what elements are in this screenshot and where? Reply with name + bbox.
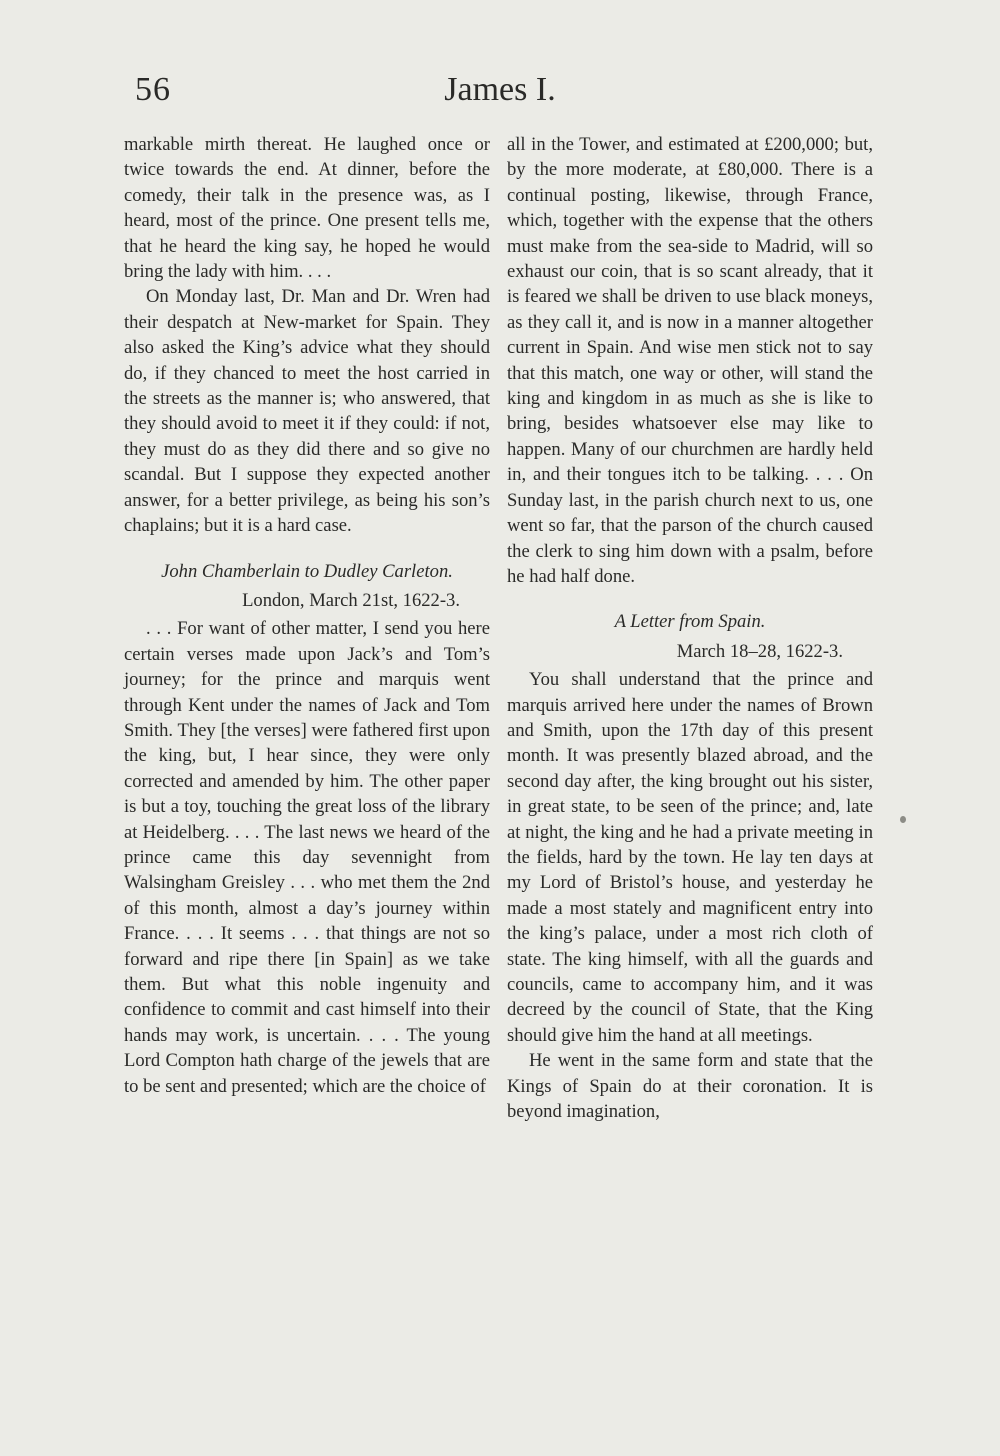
left-column: [124, 132, 490, 1099]
paragraph: all in the Tower, and estimated at £200,000; but, by the more moderate, at £80,000. There is a continual posting, likewise, through France, which, together with the expense that the others must make from the sea-side to Madrid, will so exhaust our coin, that is so scant already, that it is feared we shall be driven to use black moneys, as they call it, and is now in a manner altogether current in Spain. And wise men stick not to say that this match, one way or other, will stand the king and kingdom in as much as she is like to bring, besides whatsoever else may like to happen. Many of our churchmen are hardly held in, and their tongues itch to be talking. . . . On Sunday last, in the parish church next to us, one went so far, that the parson of the church caused the clerk to sing him down with a psalm, before he had half done.: [507, 134, 873, 587]
right-column: [507, 132, 873, 1124]
page-number: 56: [135, 71, 171, 108]
letter-dateline: London, March 21st, 1622-3.: [242, 589, 460, 611]
letter-heading: John Chamberlain to Dudley Carleton.: [161, 560, 453, 582]
running-title: James I.: [444, 71, 556, 108]
paragraph: markable mirth thereat. He laughed once or twice towards the end. At dinner, before the comedy, their talk in the presence was, as I heard, most of the prince. One present tells me, that he heard the king say, he hoped he would bring the lady with him. . . .: [124, 134, 490, 283]
paragraph: . . . For want of other matter, I send you here certain verses made upon Jack’s and Tom’s journey; for the prince and marquis went through Kent under the names of Jack and Tom Smith. They [the verses] were fathered first upon the king, but, I hear since, they were only corrected and amended by him. The other paper is but a toy, touching the great loss of the library at Heidelberg. . . . The last news we heard of the prince came this day sevennight from Walsingham Greisley . . . who met them the 2nd of this month, almost a day’s journey within France. . . . It seems . . . that things are not so forward and ripe there [in Spain] as we take them. But what this noble ingenuity and confidence to commit and cast himself into their hands may work, is uncertain. . . . The young Lord Compton hath charge of the jewels that are to be sent and presented; which are the choice of: [124, 618, 490, 1097]
paragraph: On Monday last, Dr. Man and Dr. Wren had their despatch at New-market for Spain. They also asked the King’s advice what they should do, if they chanced to meet the host carried in the streets as the manner is; who answered, that they should avoid to meet it if they could: if not, they must do as they did there and so give no scandal. But I suppose they expected another answer, for a better privilege, as being his son’s chaplains; but it is a hard case.: [124, 286, 490, 537]
letter-heading: A Letter from Spain.: [614, 611, 766, 633]
ink-speck: [900, 816, 906, 823]
paragraph: He went in the same form and state that the Kings of Spain do at their coronation. It is beyond imagination,: [507, 1050, 873, 1123]
letter-dateline: March 18–28, 1622-3.: [676, 640, 843, 662]
paragraph: You shall understand that the prince and marquis arrived here under the names of Brown and Smith, upon the 17th day of this present month. It was presently blazed abroad, and the second day after, the king brought out his sister, in great state, to be seen of the prince; and, late at night, the king and he had a private meeting in the fields, hard by the town. He lay ten days at my Lord of Bristol’s house, and yesterday he made a most stately and magnificent entry into the king’s palace, under a most rich cloth of state. The king himself, with all the guards and councils, came to accompany him, and it was decreed by the council of State, that the King should give him the hand at all meetings.: [507, 669, 873, 1046]
